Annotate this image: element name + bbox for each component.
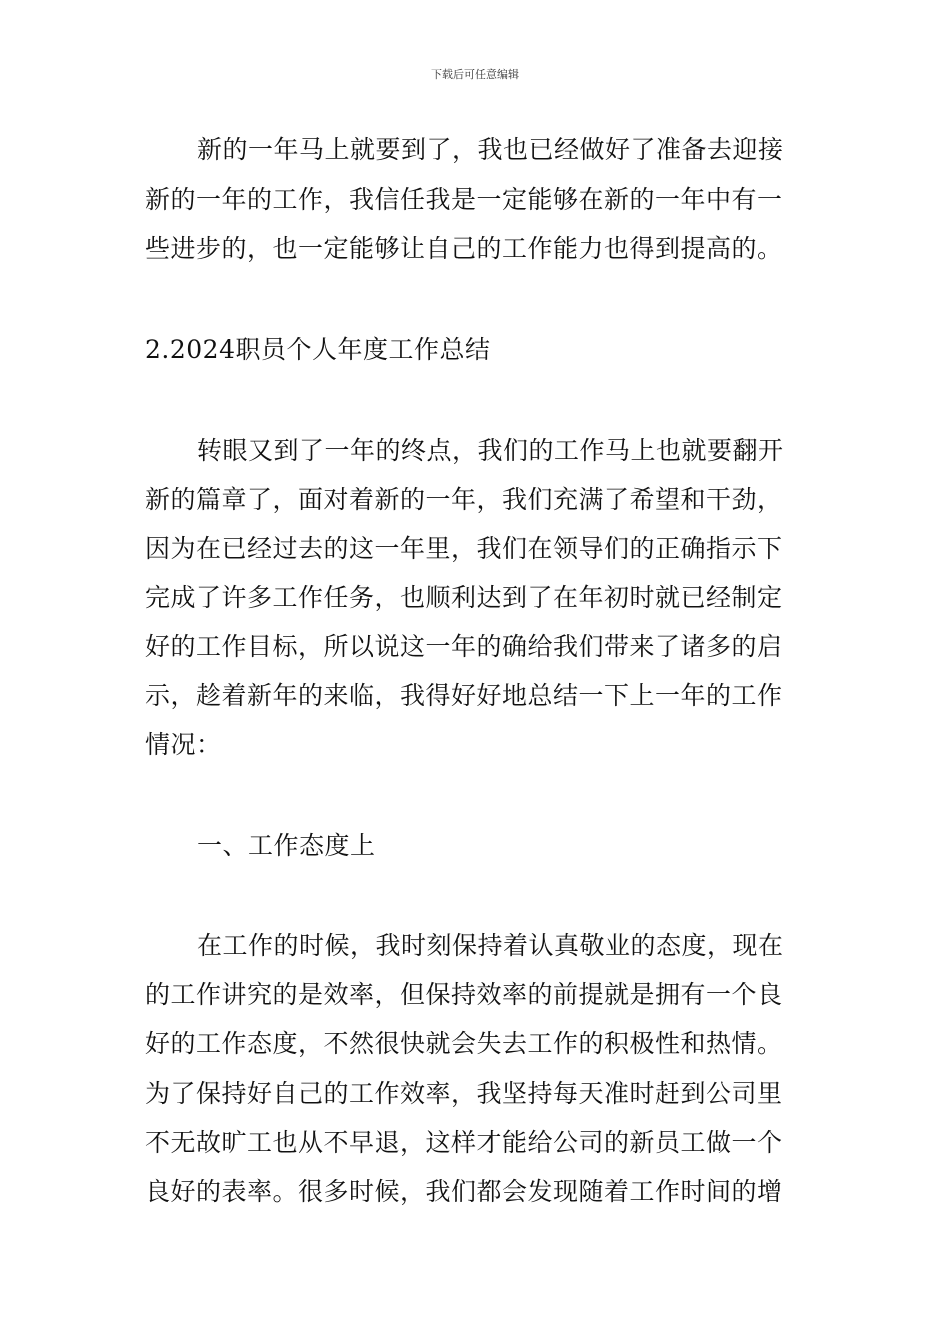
paragraph-line: 好的工作态度，不然很快就会失去工作的积极性和热情。 — [145, 1029, 783, 1058]
paragraph-line: 新的篇章了，面对着新的一年，我们充满了希望和干劲， — [145, 485, 783, 514]
paragraph-line: 些进步的，也一定能够让自己的工作能力也得到提高的。 — [145, 234, 783, 263]
subsection-heading: 一、工作态度上 — [197, 831, 376, 860]
paragraph-line: 为了保持好自己的工作效率，我坚持每天准时赶到公司里 — [145, 1079, 783, 1108]
paragraph-line: 转眼又到了一年的终点，我们的工作马上也就要翻开 — [197, 436, 784, 465]
paragraph-line: 示，趁着新年的来临，我得好好地总结一下上一年的工作 — [145, 681, 783, 710]
paragraph-line: 的工作讲究的是效率，但保持效率的前提就是拥有一个良 — [145, 980, 783, 1009]
paragraph-line: 情况： — [145, 730, 222, 759]
paragraph-line: 新的一年马上就要到了，我也已经做好了准备去迎接 — [197, 135, 784, 164]
paragraph-line: 新的一年的工作，我信任我是一定能够在新的一年中有一 — [145, 185, 783, 214]
header-note: 下载后可任意编辑 — [431, 68, 519, 81]
paragraph-line: 因为在已经过去的这一年里，我们在领导们的正确指示下 — [145, 534, 783, 563]
section-heading: 2.2024职员个人年度工作总结 — [145, 335, 491, 364]
paragraph-line: 良好的表率。很多时候，我们都会发现随着工作时间的增 — [145, 1177, 783, 1206]
paragraph-line: 不无故旷工也从不早退，这样才能给公司的新员工做一个 — [145, 1128, 783, 1157]
paragraph-line: 在工作的时候，我时刻保持着认真敬业的态度，现在 — [197, 931, 784, 960]
paragraph-line: 完成了许多工作任务，也顺利达到了在年初时就已经制定 — [145, 583, 783, 612]
paragraph-line: 好的工作目标，所以说这一年的确给我们带来了诸多的启 — [145, 632, 783, 661]
